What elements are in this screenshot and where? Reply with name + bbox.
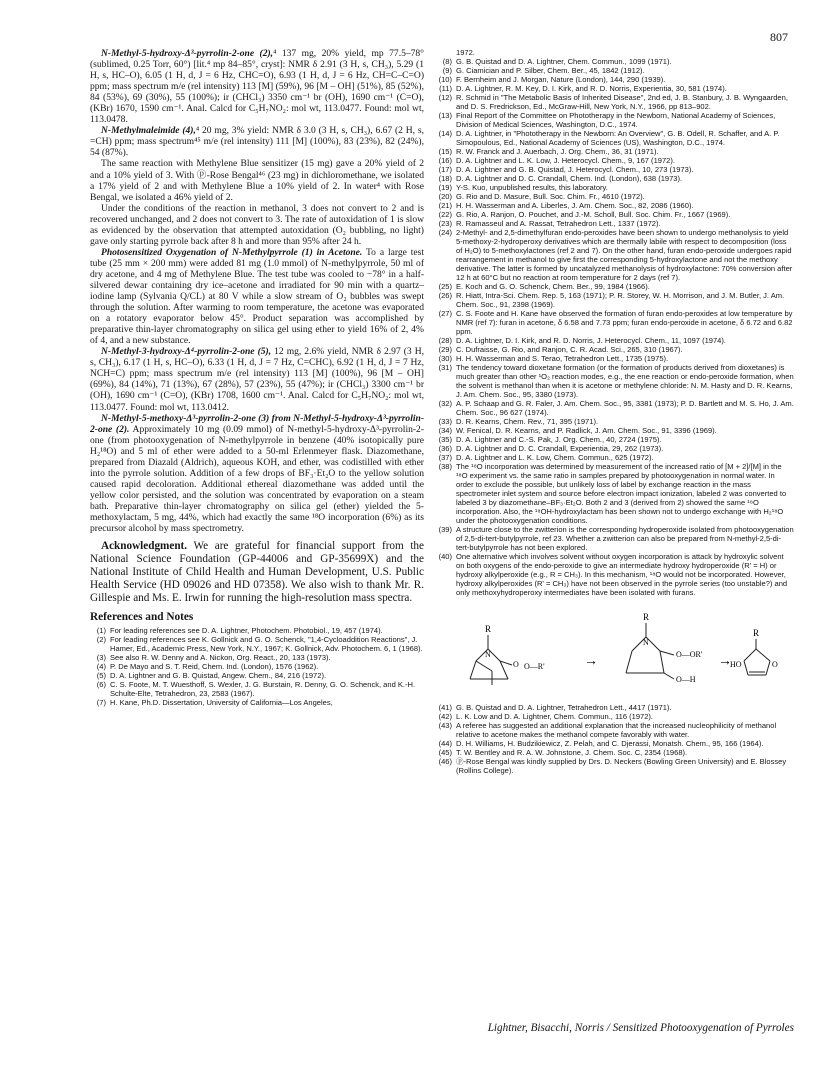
- reference-number: (38): [438, 462, 452, 471]
- left-column: [90, 48, 424, 707]
- page-number: 807: [770, 30, 788, 44]
- reference-text: Final Report of the Committee on Phototherapy in the Newborn, National Academy of Sciences, Division of Medical Sciences, Washington, D.C., 1974.: [456, 111, 776, 129]
- reference-text: H. Kane, Ph.D. Dissertation, University of California—Los Angeles,: [110, 697, 333, 707]
- reference-number: (31): [438, 363, 452, 372]
- reference-item: [436, 703, 794, 712]
- reference-text: T. W. Bentley and R. A. W. Johnstone, J. Chem. Soc. C, 2354 (1968).: [456, 748, 688, 757]
- reference-item: [436, 183, 794, 192]
- reference-item: [90, 698, 424, 707]
- reference-text: D. A. Lightner and L. K. Low, Chem. Commun., 625 (1972).: [456, 453, 654, 462]
- reference-item: [436, 444, 794, 453]
- reference-item: [436, 66, 794, 75]
- paragraph-text: 12 mg, 2.6% yield, NMR δ 2.97 (3 H, s, CH₃), 6.17 (1 H, s, HC–O), 6.33 (1 H, d, J = 7 Hz, C=CHC), 6.92 (1 H, d, J = 7 Hz, NCH=C) ppm; mass spectrum m/e (rel intensity) 113 [M] (100%), 96 [M – OH] (69%), 84 (14%), 71 (13%), 67 (28%), 57 (23%), 55 (47%); ir (CHCl₃) 3300 cm⁻¹ br (OH), 1690 cm⁻¹ (C=O), (KBr) 1708, 1600 cm⁻¹. Anal. Calcd for C₅H₇NO₂: mol wt, 113.0477. Found: mol wt, 113.0412.: [90, 346, 424, 413]
- reference-item: [436, 165, 794, 174]
- acknowledgment-lead: Acknowledgment.: [101, 540, 188, 553]
- scheme-arrow-1: →: [584, 654, 598, 669]
- reference-number: (24): [438, 228, 452, 237]
- reference-item: [90, 653, 424, 662]
- reference-text: C. Dufraisse, G. Rio, and Ranjon, C. R. Acad. Sci., 265, 310 (1967).: [456, 345, 683, 354]
- reference-number: (36): [438, 444, 452, 453]
- structure-peroxide-intermediate: [626, 623, 674, 679]
- reference-text: G. Rio and D. Masure, Bull. Soc. Chim. Fr., 4610 (1972).: [456, 192, 645, 201]
- page-footer: Lightner, Bisacchi, Norris / Sensitized Photooxygenation of Pyrroles: [487, 1022, 794, 1034]
- paragraph-lead: Photosensitized Oxygenation of N-Methylpyrrole (1) in Acetone.: [101, 246, 363, 258]
- reference-text: F. Bernheim and J. Morgan, Nature (London), 144, 290 (1939).: [456, 75, 666, 84]
- reference-item: [90, 671, 424, 680]
- reference-text: The tendency toward dioxetane formation (or the formation of products derived from dioxetanes) is much greater than other ¹O₂ reaction modes, e.g., the ene reaction or endo-peroxide formation, when the solvent is methanol than when it is acetone or methylene chloride: N. M. Hasty and D. R. Kearns, J. Am. Chem. Soc., 95, 3380 (1973).: [456, 363, 794, 399]
- scheme-o-label-1: O: [513, 660, 519, 669]
- experimental-paragraph: [90, 247, 424, 346]
- reference-text: H. H. Wasserman and A. Liberles, J. Am. Chem. Soc., 82, 2086 (1960).: [456, 201, 694, 210]
- reference-item: [436, 399, 794, 417]
- reference-item: [436, 345, 794, 354]
- reference-text: For leading references see K. Gollnick and G. O. Schenck, "1,4-Cycloaddition Reactions", J. Hamer, Ed., Academic Press, New York, N.Y., 1967; K. Gollnick, Adv. Photochem. 6, 1 (1968).: [110, 634, 423, 653]
- reference-text: G. Rio, A. Ranjon, O. Pouchet, and J.-M. Scholl, Bull. Soc. Chim. Fr., 1667 (1969).: [456, 210, 731, 219]
- reference-number: (35): [438, 435, 452, 444]
- reference-item: [436, 721, 794, 739]
- reference-item: [436, 57, 794, 66]
- experimental-paragraph: [90, 48, 424, 125]
- structure-hydroxylactam: [744, 639, 770, 675]
- reference-item: [436, 426, 794, 435]
- reference-item: [436, 552, 794, 597]
- structure-endoperoxide-adduct: [470, 635, 512, 685]
- reference-number: (1): [96, 625, 106, 635]
- reference-item: [436, 525, 794, 552]
- reference-text: Y-S. Kuo, unpublished results, this laboratory.: [456, 183, 608, 192]
- paragraph-text: The same reaction with Methylene Blue sensitizer (15 mg) gave a 20% yield of 2 and a 10% yield of 3. With ⓟ-Rose Bengal⁴⁶ (23 mg) in dichloromethane, we isolated a 17% yield of 2 and with Methylene Blue a 10% yield of 2. In water⁴ with Rose Bengal, we isolated a 46% yield of 2.: [90, 158, 424, 203]
- reference-item: [436, 93, 794, 111]
- reference-text: R. Hiatt, Intra-Sci. Chem. Rep. 5, 163 (1971); P. R. Storey, W. H. Morrison, and J. M. Butler, J. Am. Chem. Soc., 91, 2398 (1969).: [456, 291, 785, 309]
- paragraph-lead: N-Methylmaleimide (4),: [101, 125, 196, 137]
- reference-text: W. Fenical, D. R. Kearns, and P. Radlick, J. Am. Chem. Soc., 91, 3396 (1969).: [456, 426, 717, 435]
- reference-number: (11): [439, 84, 452, 93]
- scheme-r-label-2: R: [643, 612, 650, 622]
- reference-number: (25): [438, 282, 452, 291]
- reference-item: [436, 748, 794, 757]
- reference-number: (40): [438, 552, 452, 561]
- reference-text: A structure close to the zwitterion is the corresponding hydroperoxide isolated from photooxygenation of 2,5-di-tert-butylpyrrole, ref 23. Whether a zwitterion can also be prepared from N-methyl-2,5-di-tert-butylpyrrole has not been explored.: [456, 525, 794, 552]
- reference-text: One alternative which involves solvent without oxygen incorporation is attack by hydroxylic solvent on both oxygens of the endo-peroxide to give an intermediate hydroxy hydroperoxide (R' = H) or hydroxy alkylperoxide (e.g., R = CH₃). In this mechanism, ¹⁸O would not be incorporated. However, hydroxy alkylperoxides (R' = CH₃) have not been observed in the pyrrole series (too unstable?) and only methoxyhydroperoxy intermediates have been isolated with furans.: [456, 552, 788, 597]
- reference-number: (3): [96, 652, 106, 662]
- reference-number: (18): [438, 174, 452, 183]
- reference-number: (19): [438, 183, 452, 192]
- reference-number: (21): [438, 201, 452, 210]
- reference-number: (33): [438, 417, 452, 426]
- reference-text: For leading references see D. A. Lightner, Photochem. Photobiol., 19, 457 (1974).: [110, 625, 383, 635]
- paragraph-text: ⁴ 137 mg, 20% yield, mp 77.5–78° (sublimed, 0.25 Torr, 60°) [lit.⁴ mp 84–85°, cryst]: NMR δ 2.91 (3 H, s, CH₃), 5.29 (1 H, s, HC–O), 6.05 (1 H, d, J = 6 Hz, CHC=O), 6.93 (1 H, d, J = 6 Hz, CH=C–C=O) ppm; mass spectrum m/e (rel intensity) 113 [M] (59%), 96 [M – OH] (51%), 85 (52%), 84 (53%), 69 (30%), 55 (100%); ir (CHCl₃) 3350 cm⁻¹ br (OH), 1690 cm⁻¹ (C=O), (KBr) 1670, 1590 cm⁻¹. Anal. Calcd for C₅H₇NO₂: mol wt, 113.0477. Found: mol wt, 113.0478.: [90, 48, 424, 126]
- references-list-right-a: [436, 48, 794, 597]
- experimental-paragraphs: [90, 48, 424, 534]
- reference-item: [436, 111, 794, 129]
- reference-item: [436, 129, 794, 147]
- reference-number: (15): [438, 147, 452, 156]
- reference-item: [436, 739, 794, 748]
- references-list-right-b: [436, 703, 794, 775]
- reference-text: D. A. Lightner and G. B. Quistad, Angew. Chem., 84, 216 (1972).: [110, 670, 327, 680]
- reference-item: [90, 635, 424, 653]
- reference-number: (4): [96, 661, 106, 671]
- right-column: [436, 48, 794, 775]
- reference-number: (46): [438, 757, 452, 766]
- reference-number: (32): [438, 399, 452, 408]
- reference-text: 2-Methyl- and 2,5-dimethylfuran endo-peroxides have been shown to undergo methanolysis to yield 5-methoxy-2-hydroperoxy derivatives which are thermally labile with respect to decomposition (loss of H₂O) to 5-methoxylactones (ref 2 and 7). On the other hand, furan endo-peroxide undergoes rapid rearrangement in methanol to give first the corresponding 5-hydroxylactone and not the methoxy derivative. The latter is formed by uncatalyzed methanolysis of hydroxylactone: 70% conversion after 12 h at 60°C but no reaction at room temperature for 2 days (ref 7).: [456, 228, 793, 282]
- reference-number: (20): [438, 192, 452, 201]
- reference-item: [436, 147, 794, 156]
- reference-number: (37): [438, 453, 452, 462]
- scheme-arrow-2: →: [718, 654, 732, 669]
- reference-number: (10): [438, 75, 452, 84]
- reference-text: 1972.: [456, 48, 475, 57]
- reference-text: D. A. Lightner and G. B. Quistad, J. Heterocycl. Chem., 10, 273 (1973).: [456, 165, 694, 174]
- experimental-paragraph: [90, 413, 424, 535]
- scheme-o-carbonyl: O: [772, 660, 778, 669]
- scheme-r-label-3: R: [753, 628, 760, 638]
- reference-text: D. A. Lightner, in "Phototherapy in the Newborn: An Overview", G. B. Odell, R. Schaffer, and A. P. Simopoulous, Ed., National Academy of Sciences (US), Washington, D.C., 1974.: [456, 129, 780, 147]
- reference-text: P. De Mayo and S. T. Reid, Chem. Ind. (London), 1576 (1962).: [110, 661, 319, 671]
- reference-item: [436, 462, 794, 525]
- references-heading: References and Notes: [90, 610, 194, 623]
- reference-item: [436, 291, 794, 309]
- reference-text: A. P. Schaap and G. R. Faler, J. Am. Chem. Soc., 95, 3381 (1973); P. D. Bartlett and M. S. Ho, J. Am. Chem. Soc., 96 627 (1974).: [456, 399, 794, 417]
- reference-item: [436, 757, 794, 775]
- reference-item: [436, 174, 794, 183]
- paragraph-lead: N-Methyl-5-hydroxy-Δ³-pyrrolin-2-one (2),: [101, 48, 274, 59]
- reference-text: G. B. Quistad and D. A. Lightner, Tetrahedron Lett., 4417 (1971).: [456, 703, 672, 712]
- reference-text: H. H. Wasserman and S. Terao, Tetrahedron Lett., 1735 (1975).: [456, 354, 669, 363]
- reference-number: (17): [438, 165, 452, 174]
- scheme-o-h: O—H: [676, 675, 696, 684]
- reference-number: (22): [438, 210, 452, 219]
- reference-text: D. A. Lightner and D. C. Crandall, Experientia, 29, 262 (1973).: [456, 444, 664, 453]
- reference-text: G. B. Quistad and D. A. Lightner, Chem. Commun., 1099 (1971).: [456, 57, 672, 66]
- reference-text: D. A. Lightner and D. C. Crandall, Chem. Ind. (London), 638 (1973).: [456, 174, 683, 183]
- reference-text: E. Koch and G. O. Schenck, Chem. Ber., 99, 1984 (1966).: [456, 282, 650, 291]
- reference-item: [436, 75, 794, 84]
- reference-item: [90, 626, 424, 635]
- reference-item: [436, 453, 794, 462]
- reference-number: (43): [438, 721, 452, 730]
- reference-item: [436, 712, 794, 721]
- reference-number: (5): [96, 670, 106, 680]
- references-list-left: [90, 626, 424, 707]
- reaction-scheme: [436, 599, 794, 699]
- reference-text: D. A. Lightner and C.-S. Pak, J. Org. Chem., 40, 2724 (1975).: [456, 435, 662, 444]
- reference-number: (27): [438, 309, 452, 318]
- reference-item: [436, 309, 794, 336]
- paragraph-text: Approximately 10 mg (0.09 mmol) of N-methyl-5-hydroxy-Δ³-pyrrolin-2-one (from photooxygenation of N-methylpyrrole in benzene (40% isotopically pure H₂¹⁸O) and 5 ml of ether were added to a 50-ml Erlenmeyer flask. Diazomethane, prepared from Diazald (Aldrich), aqueous KOH, and ether, was codistilled with ether into the pyrrole solution. Addition of a few drops of BF₃·Et₂O to the yellow solution caused rapid decoloration. Additional ethereal diazomethane was added until the yellow color persisted, and the solution was concentrated by evaporation on a steam bath. Preparative thin-layer chromatography on silica gel (ether) yielded the 5-methoxylactam, 5 mg, 44%, which had exactly the same ¹⁸O incorporation (6%) as its precursor alcohol by mass spectrometry.: [90, 423, 424, 535]
- reference-number: (29): [438, 345, 452, 354]
- reference-text: R. Ramasseul and A. Rassat, Tetrahedron Lett., 1337 (1972).: [456, 219, 661, 228]
- reference-text: R. Schmid in "The Metabolic Basis of Inherited Disease", 2nd ed, J. B. Stanbury, J. B. Wyngaarden, and D. S. Fredrickson, Ed., McGraw-Hill, New York, N.Y., 1966, pp 813–902.: [456, 93, 788, 111]
- experimental-paragraph: [90, 158, 424, 202]
- reference-number: (28): [438, 336, 452, 345]
- experimental-paragraph: [90, 203, 424, 247]
- reference-text: C. S. Foote and H. Kane have observed the formation of furan endo-peroxides at low temperature by NMR (ref 7): furan in acetone, δ 6.58 and 7.73 ppm; furan endo-peroxide in acetone, δ 6.72 and 6.82 ppm.: [456, 309, 793, 336]
- experimental-paragraph: [90, 125, 424, 158]
- reference-number: (7): [96, 697, 106, 707]
- reference-text: D. A. Lightner and L. K. Low, J. Heterocycl. Chem., 9, 167 (1972).: [456, 156, 675, 165]
- reference-text: D. A. Lightner, D. I. Kirk, and R. D. Norris, J. Heterocycl. Chem., 11, 1097 (1974).: [456, 336, 726, 345]
- reference-text: R. W. Franck and J. Auerbach, J. Org. Chem., 36, 31 (1971).: [456, 147, 659, 156]
- reference-number: (41): [438, 703, 452, 712]
- reference-item: [436, 417, 794, 426]
- reference-number: (16): [438, 156, 452, 165]
- reference-item: [436, 84, 794, 93]
- paragraph-lead: N-Methyl-3-hydroxy-Δ⁴-pyrrolin-2-one (5),: [101, 346, 272, 358]
- reference-text: The ¹⁸O incorporation was determined by measurement of the increased ratio of [M + 2]/[M] in the ¹⁸O experiment vs. the same ratio in samples prepared by photooxygenation in normal water. In order to exclude the possible, but unlikely loss of label by exchange reaction in the mass spectrometer inlet system and source before electron impact ionization, labeled 2 was converted to labeled 3 by diazomethane–BF₃·Et₂O. Both 2 and 3 (derived from 2) showed the same ¹⁸O incorporation. Also, the ¹⁸OH-hydroxylactam has been shown not to undergo exchange with H₂¹⁸O under the photooxygenation conditions.: [456, 462, 787, 525]
- scheme-r-label-1: R: [485, 624, 492, 634]
- reference-number: (9): [442, 66, 452, 75]
- scheme-o-or-prime: O—OR': [676, 650, 703, 659]
- reference-number: (42): [438, 712, 452, 721]
- paragraph-text: Under the conditions of the reaction in methanol, 3 does not convert to 2 and is recovered unchanged, and 2 does not convert to 3. The rate of autoxidation of 1 is slow as evidenced by the observation that attempted autoxidation (O₂ bubbling, no light) gave only starting pyrrole back after 8 h and more than 95% after 24 h.: [90, 202, 424, 247]
- reference-item: [436, 228, 794, 282]
- reference-item: [436, 363, 794, 399]
- reference-text: D. A. Lightner, R. M. Key, D. I. Kirk, and R. D. Norris, Experientia, 30, 581 (1974).: [456, 84, 727, 93]
- reference-number: (26): [438, 291, 452, 300]
- reference-text: G. Ciamician and P. Silber, Chem. Ber., 45, 1842 (1912).: [456, 66, 645, 75]
- paragraph-text: ⁴ 20 mg, 3% yield: NMR δ 3.0 (3 H, s, CH₃), 6.67 (2 H, s, =CH) ppm; mass spectrum⁴⁵ m/e (rel intensity) 111 [M] (100%), 83 (23%), 82 (24%), 54 (87%).: [90, 125, 425, 159]
- reference-item: [436, 48, 794, 57]
- reference-text: D. H. Williams, H. Budzikiewicz, Z. Pelah, and C. Djerassi, Monatsh. Chem., 95, 166 (1964).: [456, 739, 764, 748]
- reference-item: [436, 201, 794, 210]
- acknowledgment-paragraph: [90, 540, 424, 605]
- reference-item: [436, 192, 794, 201]
- reference-text: ⓟ-Rose Bengal was kindly supplied by Drs. D. Neckers (Bowling Green University) and E. Blossey (Rollins College).: [456, 757, 787, 775]
- reference-item: [90, 662, 424, 671]
- reference-item: [436, 282, 794, 291]
- scheme-o-r-prime: O—R': [524, 662, 545, 671]
- paragraph-text: To a large test tube (25 mm × 200 mm) were added 81 mg (1.0 mmol) of N-methylpyrrole, 50 ml of dry acetone, and 4 mg of Methylene Blue. The test tube was cooled to −78° in a half-silvered dewar containing dry ice–acetone and irradiated for 90 min with a quartz–iodine lamp (Sylvania Q/CL) at 80 V while a slow stream of O₂ bubbles was swept through the solution. After warming to room temperature, the acetone was evaporated on a rotatory evaporator below 45°. Product separation was accomplished by preparative thin-layer chromatography on silica gel using ether to yield 16% of 2, 4% of 4, and a new substance.: [90, 246, 424, 347]
- reference-number: (13): [438, 111, 452, 120]
- reference-item: [436, 210, 794, 219]
- reference-number: (14): [438, 129, 452, 138]
- reference-text: A referee has suggested an additional explanation that the increased nucleophilicity of methanol relative to acetone makes the methanol compete favorably with water.: [456, 721, 777, 739]
- reference-number: (34): [438, 426, 452, 435]
- reaction-scheme-drawing: [436, 599, 794, 699]
- reference-item: [436, 435, 794, 444]
- reference-number: [436, 48, 456, 57]
- reference-item: [436, 219, 794, 228]
- reference-text: See also R. W. Denny and A. Nickon, Org. React., 20, 133 (1973).: [110, 652, 331, 662]
- reference-item: [436, 354, 794, 363]
- experimental-paragraph: [90, 346, 424, 412]
- reference-text: L. K. Low and D. A. Lightner, Chem. Commun., 116 (1972).: [456, 712, 654, 721]
- reference-number: (23): [438, 219, 452, 228]
- reference-text: C. S. Foote, M. T. Wuesthoff, S. Wexler, J. G. Burstain, R. Denny, G. O. Schenck, and K.-H. Schulte-Elte, Tetrahedron, 23, 2583 (1967).: [110, 679, 416, 698]
- reference-text: D. R. Kearns, Chem. Rev., 71, 395 (1971).: [456, 417, 599, 426]
- reference-number: (2): [96, 634, 106, 644]
- reference-item: [436, 156, 794, 165]
- scheme-n-label-1: N: [485, 650, 491, 659]
- reference-number: (12): [438, 93, 452, 102]
- reference-number: (44): [438, 739, 452, 748]
- reference-number: (8): [442, 57, 452, 66]
- scheme-ho-label: HO: [730, 660, 742, 669]
- reference-number: (39): [438, 525, 452, 534]
- acknowledgment-text: We are grateful for financial support from the National Science Foundation (GP-44006 and GP-35699X) and the National Institute of Child Health and Human Development, U.S. Public Health Service (HD 09026 and HD 07358). We also wish to thank Mr. R. Gillespie and Ms. E. Irwin for running the high-resolution mass spectra.: [90, 540, 424, 604]
- reference-number: (30): [438, 354, 452, 363]
- reference-number: (45): [438, 748, 452, 757]
- paragraph-lead: N-Methyl-5-methoxy-Δ³-pyrrolin-2-one (3) from N-Methyl-5-hydroxy-Δ³-pyrrolin-2-one (2).: [90, 412, 424, 435]
- reference-item: [436, 336, 794, 345]
- reference-item: [90, 680, 424, 698]
- reference-number: (6): [96, 679, 106, 689]
- scheme-n-label-2: N: [643, 638, 649, 647]
